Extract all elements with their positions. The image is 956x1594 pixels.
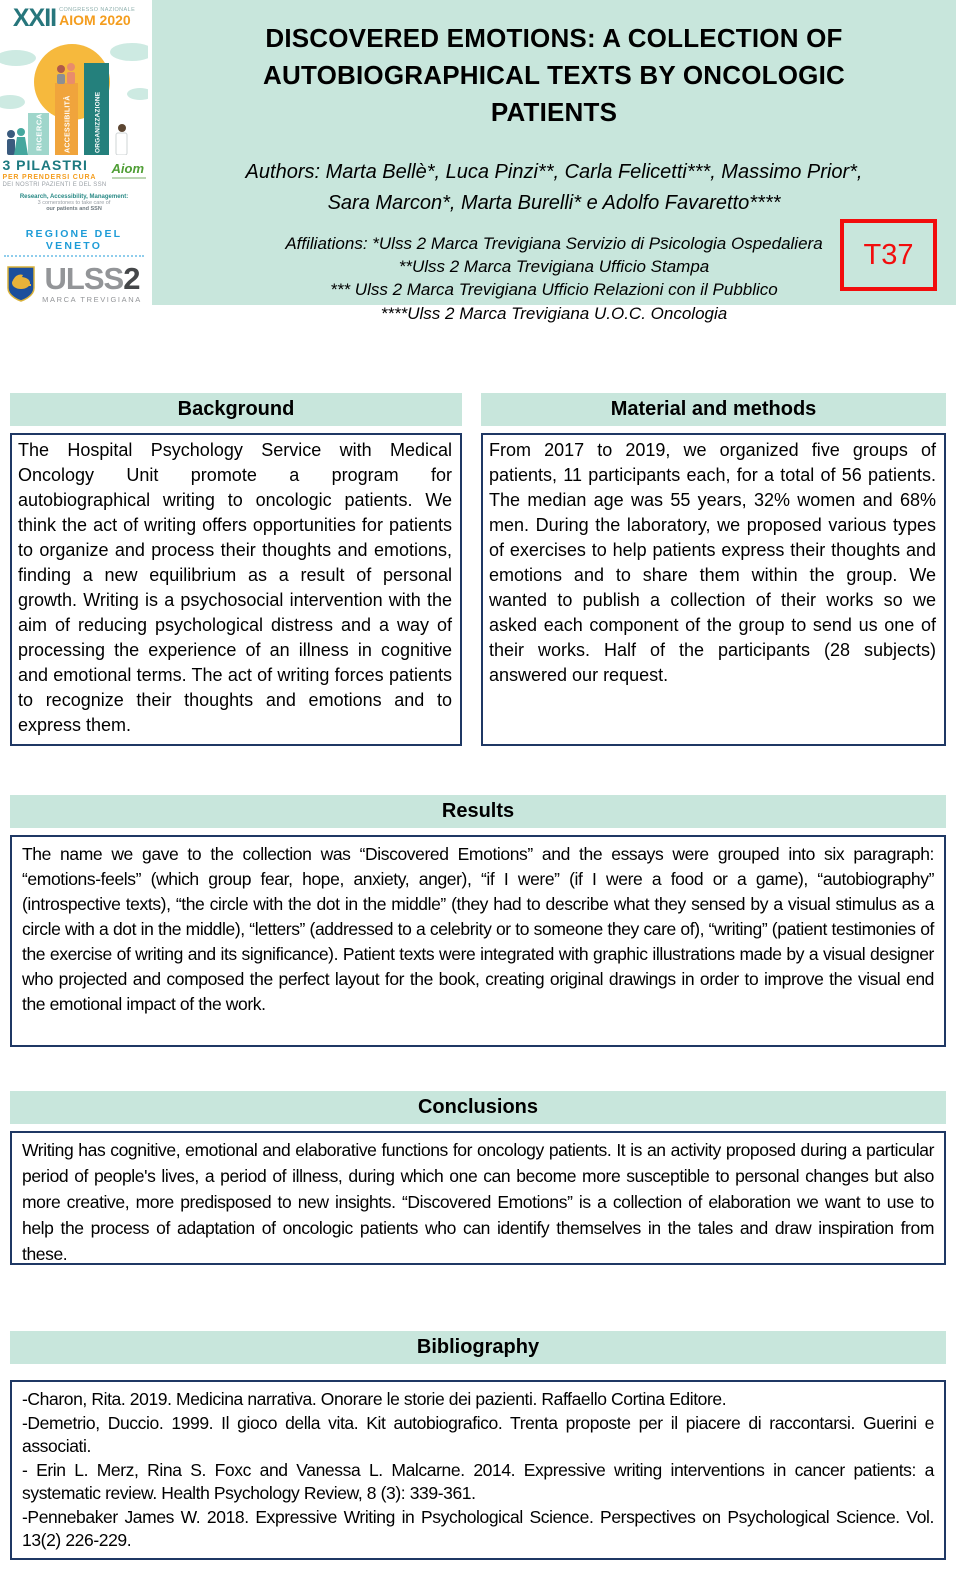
conclusions-header: Conclusions [10,1091,946,1124]
ulss-subtitle: MARCA TREVIGIANA [42,295,142,305]
affiliation-line: ****Ulss 2 Marca Trevigiana U.O.C. Oncologia [380,303,728,323]
bibliography-entry: - Erin L. Merz, Rina S. Foxc and Vanessa L. Malcarne. 2014. Expressive writing interventions in cancer patients: a systematic review. Health Psychology Review, 8 (3): 339-361. [22,1459,934,1503]
results-text-box: The name we gave to the collection was “Discovered Emotions” and the essays were grouped into six paragraph: “emotions-feels” (which group fear, hope, anxiety, anger), “if I were” (if I were a food or a game), “autobiography” (introspective texts), “the circle with the dot in the middle” (they had to describe what they sensed by a visual stimulus as a circle with a dot in the middle), “letters” (addressed to a celebrity or to someone they care of), “writing” (patient testimonies of the exercise of writing and its significance). Patient texts were integrated with graphic illustrations made by a visual designer who projected and composed the perfect layout for the book, creating original drawings in order to improve the visual end the emotional impact of the work. [10,835,946,1047]
aiom-logo-subline [112,177,146,179]
bibliography-header: Bibliography [10,1331,946,1364]
pilastri-tagline [0,158,148,188]
veneto-coat-of-arms [6,266,36,302]
poster-body [0,393,956,1560]
pillars-illustration-art [0,32,148,155]
results-header: Results [10,795,946,828]
pillar-label-organizzazione: ORGANIZZAZIONE [94,91,102,153]
bibliography-entry: -Charon, Rita. 2019. Medicina narrativa. Onorare le storie dei pazienti. Raffaello Cortina Editore. [22,1389,727,1409]
congress-name: AIOM 2020 [59,12,131,28]
poster-title: DISCOVERED EMOTIONS: A COLLECTION OF AUTOBIOGRAPHICAL TEXTS BY ONCOLOGIC PATIENTS [263,23,845,127]
regione-veneto-logo: REGIONE DEL VENETO [4,228,144,257]
poster-header [0,0,956,323]
affiliation-line: *** Ulss 2 Marca Trevigiana Ufficio Relazioni con il Pubblico [330,280,778,300]
aiom-logo: Aiom [112,161,146,179]
affiliation-line: Affiliations: *Ulss 2 Marca Trevigiana Servizio di Psicologia Ospedaliera [285,233,823,253]
congress-label: CONGRESSO NAZIONALE [59,7,136,13]
bibliography-entry: -Demetrio, Duccio. 1999. Il gioco della vita. Kit autobiografico. Trenta proposte per il piacere di raccontarsi. Guerini e associati. [22,1412,934,1456]
two-column-row [10,393,946,746]
pillars-illustration [0,32,148,155]
bibliography-text-box [10,1380,946,1560]
congress-title-row [0,0,148,32]
section-methods [481,393,946,746]
congress-logo-panel [0,0,148,308]
poster-code-badge: T37 [840,219,937,291]
methods-text-box: From 2017 to 2019, we organized five groups of patients, 11 participants each, for a total of 56 patients. The median age was 55 years, 32% women and 68% men. During the laboratory, we proposed various types of exercises to help patients express their thoughts and emotions and to share them within the group. We wanted to publish a collection of their works so we asked each component of the group to send us one of their works. Half of the participants (28 subjects) answered our request. [481,433,946,746]
pillar-label-ricerca: RICERCA [34,113,44,151]
methods-header: Material and methods [481,393,946,426]
ulss-number: 2 [123,261,140,297]
background-header: Background [10,393,462,426]
authors-line: Authors: Marta Bellè*, Luca Pinzi**, Carla Felicetti***, Massimo Prior*, Sara Marcon*, Marta Burelli* e Adolfo Favaretto**** [245,160,863,214]
pilastri-sub2: DEI NOSTRI PAZIENTI E DEL SSN [2,182,107,189]
affiliations [204,232,904,325]
section-results [10,795,946,1047]
pilastri-title: 3 PILASTRI [2,157,88,173]
ulss2-logo [0,263,148,304]
affiliation-line: **Ulss 2 Marca Trevigiana Ufficio Stampa [398,257,710,276]
background-text-box: The Hospital Psychology Service with Medical Oncology Unit promote a program for autobiographical writing to oncologic patients. We think the act of writing offers opportunities for patients to organize and process their thoughts and emotions, finding a new equilibrium as a result of personal growth. Writing is a psychosocial intervention with the aim of reducing psychological distress and a way of processing the experience of an illness in cognitive and emotional terms. The act of writing forces patients to recognize their thoughts and emotions and to express them. [10,433,462,746]
ulss-word: ULSS [44,261,124,297]
section-background [10,393,462,746]
section-conclusions [10,1091,946,1265]
title-band [152,0,956,323]
conclusions-text-box: Writing has cognitive, emotional and elaborative functions for oncology patients. It is an activity proposed during a particular period of people's lives, a period of illness, during which one can become more susceptible to personal changes but also more creative, more predisposed to new insights. “Discovered Emotions” is a collection of elaboration we want to use to help the process of adaptation of oncologic patients who can identify themselves in the tales and draw inspiration from these. [10,1131,946,1265]
congress-number: XXII [12,4,57,32]
bibliography-entry: -Pennebaker James W. 2018. Expressive Writing in Psychological Science. Perspectives on Psychological Science. Vol. 13(2) 226-229. [22,1506,934,1550]
section-bibliography [10,1331,946,1560]
pillar-label-accessibilita: ACCESSIBILITÀ [64,95,72,153]
english-tagline: Research, Accessibility, Management: 3 cornerstones to take care of our patients and SSN [19,194,129,213]
pilastri-sub1: PER PRENDERSI CURA [2,174,97,182]
